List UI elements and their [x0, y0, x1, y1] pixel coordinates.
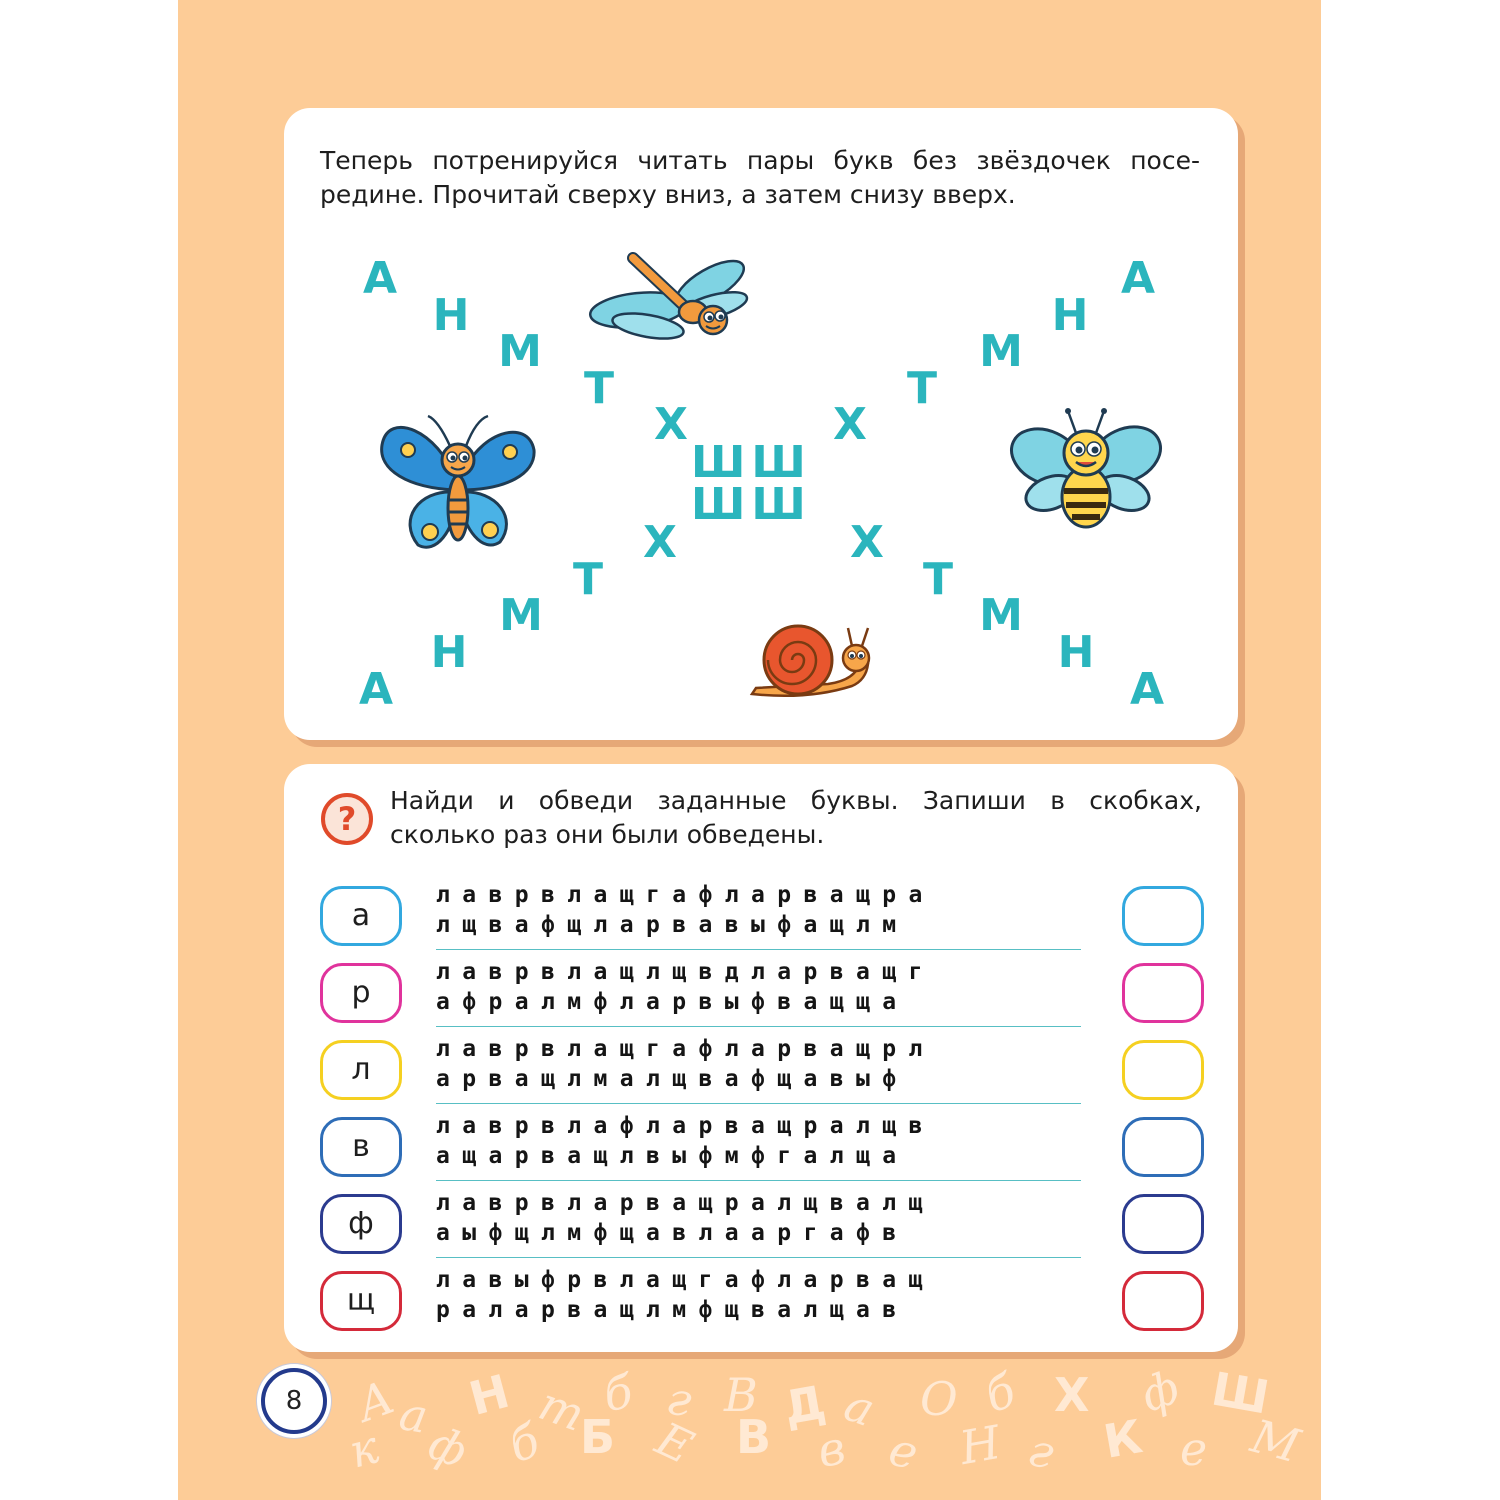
- letter-sequence[interactable]: раларващлмфщвалщав: [436, 1297, 909, 1323]
- pattern-letter: А: [362, 253, 398, 304]
- pattern-letter: Т: [922, 554, 953, 605]
- letter-row: [284, 880, 1238, 952]
- answer-box[interactable]: [1122, 886, 1204, 946]
- reading-instructions-line-2: редине. Прочитай сверху вниз, а затем снизу вверх.: [320, 180, 1016, 209]
- target-letter-box: в: [320, 1117, 402, 1177]
- row-separator: [436, 1257, 1081, 1258]
- pattern-letter: Х: [850, 517, 884, 568]
- reading-instructions: [320, 144, 1200, 212]
- center-letters-top: ШШ: [691, 437, 812, 488]
- pattern-letter: М: [979, 326, 1023, 377]
- decorative-letter: б: [977, 1362, 1023, 1424]
- letter-lines: [436, 1188, 1084, 1248]
- decorative-letter: К: [1099, 1409, 1147, 1469]
- letter-row: [284, 957, 1238, 1029]
- letter-row: [284, 1188, 1238, 1260]
- dragonfly-illustration: [588, 250, 758, 350]
- pattern-letter: М: [498, 326, 542, 377]
- pattern-letter: Т: [583, 363, 614, 414]
- pattern-letter: М: [499, 590, 543, 641]
- letter-sequence[interactable]: лаврвларващралщвалщ: [436, 1190, 935, 1216]
- target-letter-box: щ: [320, 1271, 402, 1331]
- letter-row: [284, 1111, 1238, 1183]
- letter-sequence[interactable]: ащарващлвыфмфгалща: [436, 1143, 909, 1169]
- pattern-letter: Н: [1057, 627, 1095, 678]
- task-instructions-line-1: Найди и обведи заданные буквы. Запиши в скобках,: [390, 786, 1202, 815]
- decorative-letter: Н: [463, 1363, 515, 1427]
- answer-box[interactable]: [1122, 963, 1204, 1023]
- decorative-letter: а: [837, 1376, 882, 1438]
- bee-illustration: [1006, 405, 1166, 535]
- question-icon: [320, 792, 374, 846]
- letter-row: [284, 1034, 1238, 1106]
- pattern-letter: А: [1120, 253, 1156, 304]
- target-letter-box: ф: [320, 1194, 402, 1254]
- decorative-letter: А: [349, 1369, 402, 1433]
- pattern-letter: Н: [432, 290, 470, 341]
- row-separator: [436, 1026, 1081, 1027]
- pattern-letter: Т: [572, 554, 603, 605]
- decorative-letter: В: [736, 1410, 772, 1464]
- letter-lines: [436, 1111, 1084, 1171]
- letter-sequence[interactable]: лщвафщларвавыфащлм: [436, 912, 909, 938]
- decorative-letter: т: [532, 1376, 592, 1442]
- decorative-letter: б: [599, 1363, 637, 1423]
- decorative-letter: В: [724, 1368, 758, 1422]
- decorative-letter: Д: [779, 1374, 830, 1436]
- decorative-letter: б: [501, 1412, 547, 1474]
- target-letter-box: р: [320, 963, 402, 1023]
- letter-sequence[interactable]: лавыфрвлащгафларващ: [436, 1267, 935, 1293]
- answer-box[interactable]: [1122, 1040, 1204, 1100]
- letter-lines: [436, 1265, 1084, 1325]
- pattern-letter: Н: [1051, 290, 1089, 341]
- center-letters-bottom: ШШ: [691, 479, 812, 530]
- decorative-letter: г: [661, 1369, 698, 1429]
- answer-box[interactable]: [1122, 1271, 1204, 1331]
- pattern-letter: М: [979, 590, 1023, 641]
- pattern-letter: А: [1129, 664, 1165, 715]
- row-separator: [436, 949, 1081, 950]
- letter-sequence[interactable]: лаврвлафларващралщв: [436, 1113, 935, 1139]
- decorative-letter: в: [813, 1420, 850, 1478]
- target-letter-box: л: [320, 1040, 402, 1100]
- decorative-letter: Х: [1054, 1368, 1090, 1422]
- decorative-letter: М: [1245, 1408, 1306, 1474]
- reading-instructions-line-1: Теперь потренируйся читать пары букв без звёздочек посе-: [320, 146, 1200, 175]
- butterfly-illustration: [378, 410, 538, 555]
- decorative-letter: е: [1180, 1422, 1208, 1476]
- pattern-letter: А: [358, 664, 394, 715]
- letter-row: [284, 1265, 1238, 1337]
- decorative-letter: к: [343, 1419, 385, 1479]
- snail-illustration: [748, 622, 878, 702]
- letter-lines: [436, 880, 1084, 940]
- letter-sequence[interactable]: лаврвлащгафларващра: [436, 882, 935, 908]
- letter-lines: [436, 957, 1084, 1017]
- letter-sequence[interactable]: лаврвлащлщвдларващг: [436, 959, 935, 985]
- answer-box[interactable]: [1122, 1117, 1204, 1177]
- decorative-letter: Б: [580, 1410, 616, 1464]
- decorative-letter: О: [920, 1372, 958, 1426]
- decorative-letter: г: [1021, 1421, 1062, 1481]
- row-separator: [436, 1103, 1081, 1104]
- decorative-letter: ф: [1133, 1359, 1187, 1423]
- pattern-letter: Х: [654, 399, 688, 450]
- decorative-letter: Н: [955, 1414, 1005, 1476]
- svg-text:?: ?: [337, 800, 357, 838]
- task-instructions-line-2: сколько раз они были обведены.: [390, 820, 825, 849]
- letter-sequence[interactable]: аыфщлмфщавлааргафв: [436, 1220, 909, 1246]
- pattern-letter: Н: [430, 627, 468, 678]
- page-number: 8: [261, 1368, 327, 1434]
- pattern-letter: Х: [643, 517, 677, 568]
- pattern-letter: Х: [833, 399, 867, 450]
- decorative-letter: е: [883, 1421, 924, 1481]
- answer-box[interactable]: [1122, 1194, 1204, 1254]
- decorative-letter: Е: [648, 1411, 702, 1475]
- decorative-letter: Ш: [1207, 1361, 1274, 1425]
- decorative-letter: а: [395, 1386, 432, 1444]
- find-letters-card: [284, 764, 1238, 1352]
- letter-sequence[interactable]: арващлмалщвафщавыф: [436, 1066, 909, 1092]
- task-instructions: [390, 784, 1202, 852]
- letter-lines: [436, 1034, 1084, 1094]
- target-letter-box: а: [320, 886, 402, 946]
- row-separator: [436, 1180, 1081, 1181]
- letter-sequence[interactable]: афралмфларвыфващща: [436, 989, 909, 1015]
- pattern-letter: Т: [906, 363, 937, 414]
- decorative-letter: ф: [421, 1415, 475, 1479]
- letter-sequence[interactable]: лаврвлащгафларващрл: [436, 1036, 935, 1062]
